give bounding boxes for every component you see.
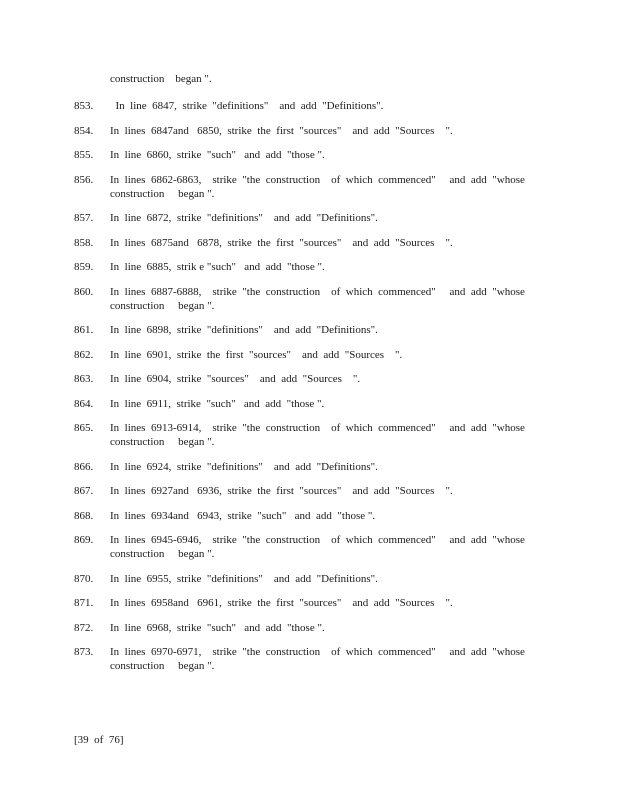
amendment-item: [74, 124, 594, 138]
item-text-line: In line 6860, strike "such" and add "those ".: [110, 149, 325, 161]
amendment-item: [74, 211, 594, 225]
item-text: [110, 397, 594, 411]
item-text-line: In lines 6913-6914, strike "the construction of which commenced" and add "whose: [110, 422, 525, 434]
amendment-item: [74, 572, 594, 586]
item-text: [110, 372, 594, 386]
item-text: [110, 645, 594, 673]
amendment-item: [74, 596, 594, 610]
amendment-item: [74, 397, 594, 411]
item-text-line: In lines 6945-6946, strike "the construction of which commenced" and add "whose: [110, 534, 525, 546]
item-text: [110, 484, 594, 498]
item-text-line: In lines 6847and 6850, strike the first "sources" and add "Sources ".: [110, 124, 453, 137]
amendment-item: [74, 99, 594, 113]
item-number: 854.: [74, 124, 94, 137]
item-text: [110, 596, 594, 610]
item-number: 855.: [74, 149, 94, 161]
item-text-line: In line 6901, strike the first "sources" and add "Sources ".: [110, 348, 403, 361]
item-text-line: In lines 6887-6888, strike "the construction of which commenced" and add "whose: [110, 285, 525, 298]
item-text-line: construction began ".: [110, 187, 215, 200]
item-text: [110, 285, 594, 313]
item-text: [110, 348, 594, 362]
amendment-item: [74, 421, 594, 449]
item-text: [110, 460, 594, 474]
item-number: 865.: [74, 422, 94, 434]
amendment-item: [74, 460, 594, 474]
amendment-item: [74, 348, 594, 362]
item-text-line: In line 6955, strike "definitions" and add "Definitions".: [110, 572, 378, 585]
item-text: [110, 260, 594, 274]
item-number: 863.: [74, 373, 94, 385]
amendment-item: [74, 621, 594, 635]
continuation-line: construction began ".: [110, 73, 212, 85]
item-text-line: In line 6872, strike "definitions" and add "Definitions".: [110, 212, 378, 224]
item-number: 870.: [74, 572, 94, 585]
item-text-line: In lines 6970-6971, strike "the construction of which commenced" and add "whose: [110, 646, 525, 658]
item-number: 867.: [74, 485, 94, 497]
item-number: 869.: [74, 534, 94, 546]
item-text: [110, 621, 594, 635]
item-text: [110, 236, 594, 250]
item-number: 860.: [74, 285, 94, 298]
item-number: 858.: [74, 236, 94, 249]
amendment-item: [74, 173, 594, 201]
item-text: [110, 99, 594, 113]
item-text-line: In line 6968, strike "such" and add "those ".: [110, 621, 325, 634]
item-number: 868.: [74, 509, 94, 522]
item-text: [110, 421, 594, 449]
item-text-line: In lines 6875and 6878, strike the first "sources" and add "Sources ".: [110, 236, 453, 249]
item-number: 857.: [74, 212, 94, 224]
item-number: 872.: [74, 621, 94, 634]
amendment-item: [74, 323, 594, 337]
item-text-line: construction began ".: [110, 436, 215, 448]
item-text-line: In line 6847, strike "definitions" and add "Definitions".: [110, 100, 384, 112]
amendment-item: [74, 533, 594, 561]
amendment-item: [74, 148, 594, 162]
item-text-line: In line 6885, strik e "such" and add "those ".: [110, 261, 325, 273]
item-number: 866.: [74, 460, 94, 473]
page-number: [39 of 76]: [74, 734, 124, 746]
item-text-line: construction began ".: [110, 299, 215, 312]
item-text: [110, 533, 594, 561]
item-text: [110, 323, 594, 337]
item-text-line: In lines 6934and 6943, strike "such" and add "those ".: [110, 509, 376, 522]
item-text-line: In line 6898, strike "definitions" and add "Definitions".: [110, 324, 378, 336]
item-number: 862.: [74, 348, 94, 361]
item-number: 871.: [74, 597, 94, 609]
item-text: [110, 173, 594, 201]
item-number: 864.: [74, 397, 94, 410]
item-text-line: In line 6924, strike "definitions" and add "Definitions".: [110, 460, 378, 473]
item-text-line: construction began ".: [110, 660, 215, 672]
item-text-line: In lines 6862-6863, strike "the construction of which commenced" and add "whose: [110, 173, 525, 186]
amendment-item: [74, 260, 594, 274]
item-text-line: construction began ".: [110, 548, 215, 560]
amendment-item: [74, 372, 594, 386]
item-text: [110, 509, 594, 523]
amendment-item: [74, 285, 594, 313]
item-number: 853.: [74, 100, 94, 112]
item-number: 859.: [74, 261, 94, 273]
item-text-line: In line 6911, strike "such" and add "those ".: [110, 397, 325, 410]
item-text: [110, 124, 594, 138]
item-text: [110, 211, 594, 225]
item-text: [110, 572, 594, 586]
item-text-line: In line 6904, strike "sources" and add "Sources ".: [110, 373, 361, 385]
amendment-list: [74, 99, 594, 684]
item-text: [110, 148, 594, 162]
item-text-line: In lines 6958and 6961, strike the first "sources" and add "Sources ".: [110, 597, 453, 609]
item-number: 861.: [74, 324, 94, 336]
amendment-item: [74, 484, 594, 498]
amendment-item: [74, 509, 594, 523]
item-number: 856.: [74, 173, 94, 186]
item-text-line: In lines 6927and 6936, strike the first "sources" and add "Sources ".: [110, 485, 453, 497]
amendment-item: [74, 236, 594, 250]
amendment-item: [74, 645, 594, 673]
item-number: 873.: [74, 646, 94, 658]
